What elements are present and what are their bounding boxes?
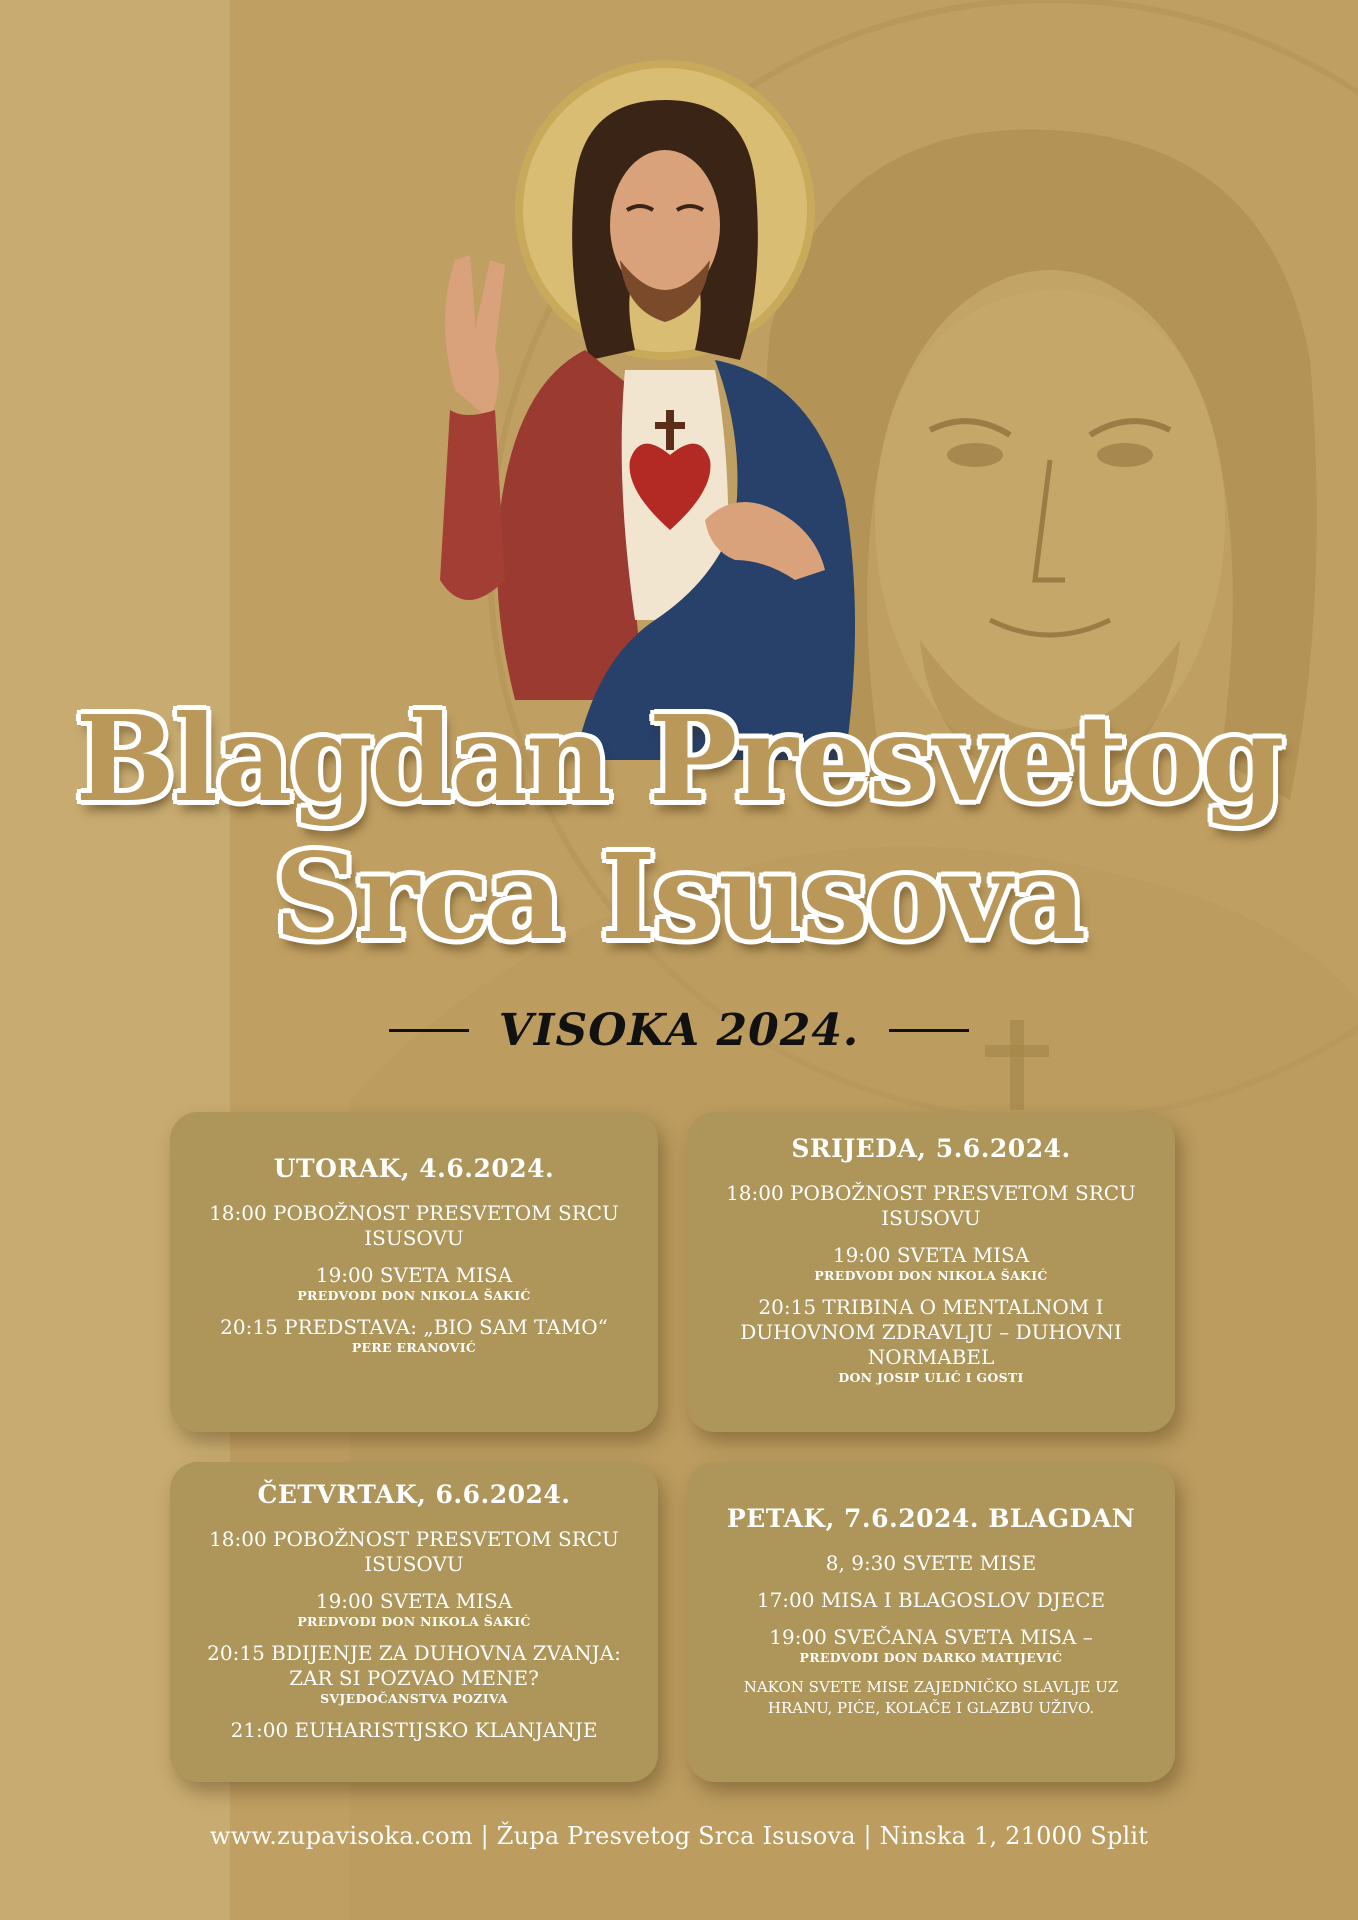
event-title: 21:00 EUHARISTIJSKO KLANJANJE [230,1718,598,1742]
schedule-card-tuesday [170,1112,658,1432]
day-heading: ČETVRTAK, 6.6.2024. [257,1480,571,1509]
event-item [717,1677,1145,1719]
event-item [200,1263,628,1303]
subtitle: VISOKA 2024. [498,1004,860,1056]
event-item [717,1588,1145,1613]
event-title: 18:00 POBOŽNOST PRESVETOM SRCU ISUSOVU [209,1201,619,1250]
event-title: 20:15 PREDSTAVA: „BIO SAM TAMO“ [220,1315,608,1339]
event-item [200,1315,628,1355]
event-title: 19:00 SVETA MISA [832,1243,1030,1267]
subtitle-row [0,1000,1358,1060]
event-title: 8, 9:30 SVETE MISE [825,1551,1037,1575]
event-title: 19:00 SVETA MISA [315,1263,513,1287]
day-heading: SRIJEDA, 5.6.2024. [791,1134,1071,1163]
event-item [200,1527,628,1577]
event-subtitle: PREDVODI DON DARKO MATIJEVIĆ [799,1650,1063,1665]
event-item [200,1641,628,1706]
event-item [717,1625,1145,1665]
sacred-heart-icon-illustration [395,60,955,760]
event-item [200,1201,628,1251]
title-line-2: Srca Isusova [273,827,1085,966]
page-title [0,690,1358,966]
event-subtitle: PREDVODI DON NIKOLA ŠAKIĆ [814,1268,1048,1283]
event-title: 19:00 SVETA MISA [315,1589,513,1613]
event-subtitle: PREDVODI DON NIKOLA ŠAKIĆ [297,1288,531,1303]
subtitle-divider-left [389,1029,469,1032]
schedule-card-friday [687,1462,1175,1782]
event-subtitle: PREDVODI DON NIKOLA ŠAKIĆ [297,1614,531,1629]
event-item [200,1718,628,1743]
schedule-card-wednesday [687,1112,1175,1432]
event-title: 18:00 POBOŽNOST PRESVETOM SRCU ISUSOVU [726,1181,1136,1230]
event-title: 20:15 TRIBINA O MENTALNOM I DUHOVNOM ZDRAVLJU – DUHOVNI NORMABEL [740,1295,1122,1369]
event-note: NAKON SVETE MISE ZAJEDNIČKO SLAVLJE UZ HRANU, PIĆE, KOLAČE I GLAZBU UŽIVO. [743,1678,1119,1717]
event-title: 17:00 MISA I BLAGOSLOV DJECE [756,1588,1106,1612]
event-item [717,1551,1145,1576]
subtitle-divider-right [889,1029,969,1032]
event-title: 20:15 BDIJENJE ZA DUHOVNA ZVANJA: ZAR SI POZVAO MENE? [207,1641,621,1690]
event-title: 19:00 SVEČANA SVETA MISA – [769,1625,1093,1649]
event-title: 18:00 POBOŽNOST PRESVETOM SRCU ISUSOVU [209,1527,619,1576]
event-subtitle: PERE ERANOVIĆ [351,1340,477,1355]
event-item [717,1295,1145,1385]
schedule-card-thursday [170,1462,658,1782]
day-heading: PETAK, 7.6.2024. BLAGDAN [726,1504,1136,1533]
event-item [200,1589,628,1629]
event-subtitle: SVJEDOČANSTVA POZIVA [320,1691,508,1706]
title-line-1: Blagdan Presvetog [75,689,1283,828]
event-item [717,1181,1145,1231]
day-heading: UTORAK, 4.6.2024. [273,1154,555,1183]
event-subtitle: DON JOSIP ULIĆ I GOSTI [838,1370,1024,1385]
event-item [717,1243,1145,1283]
footer-contact: www.zupavisoka.com | Župa Presvetog Srca Isusova | Ninska 1, 21000 Split [209,1822,1149,1850]
